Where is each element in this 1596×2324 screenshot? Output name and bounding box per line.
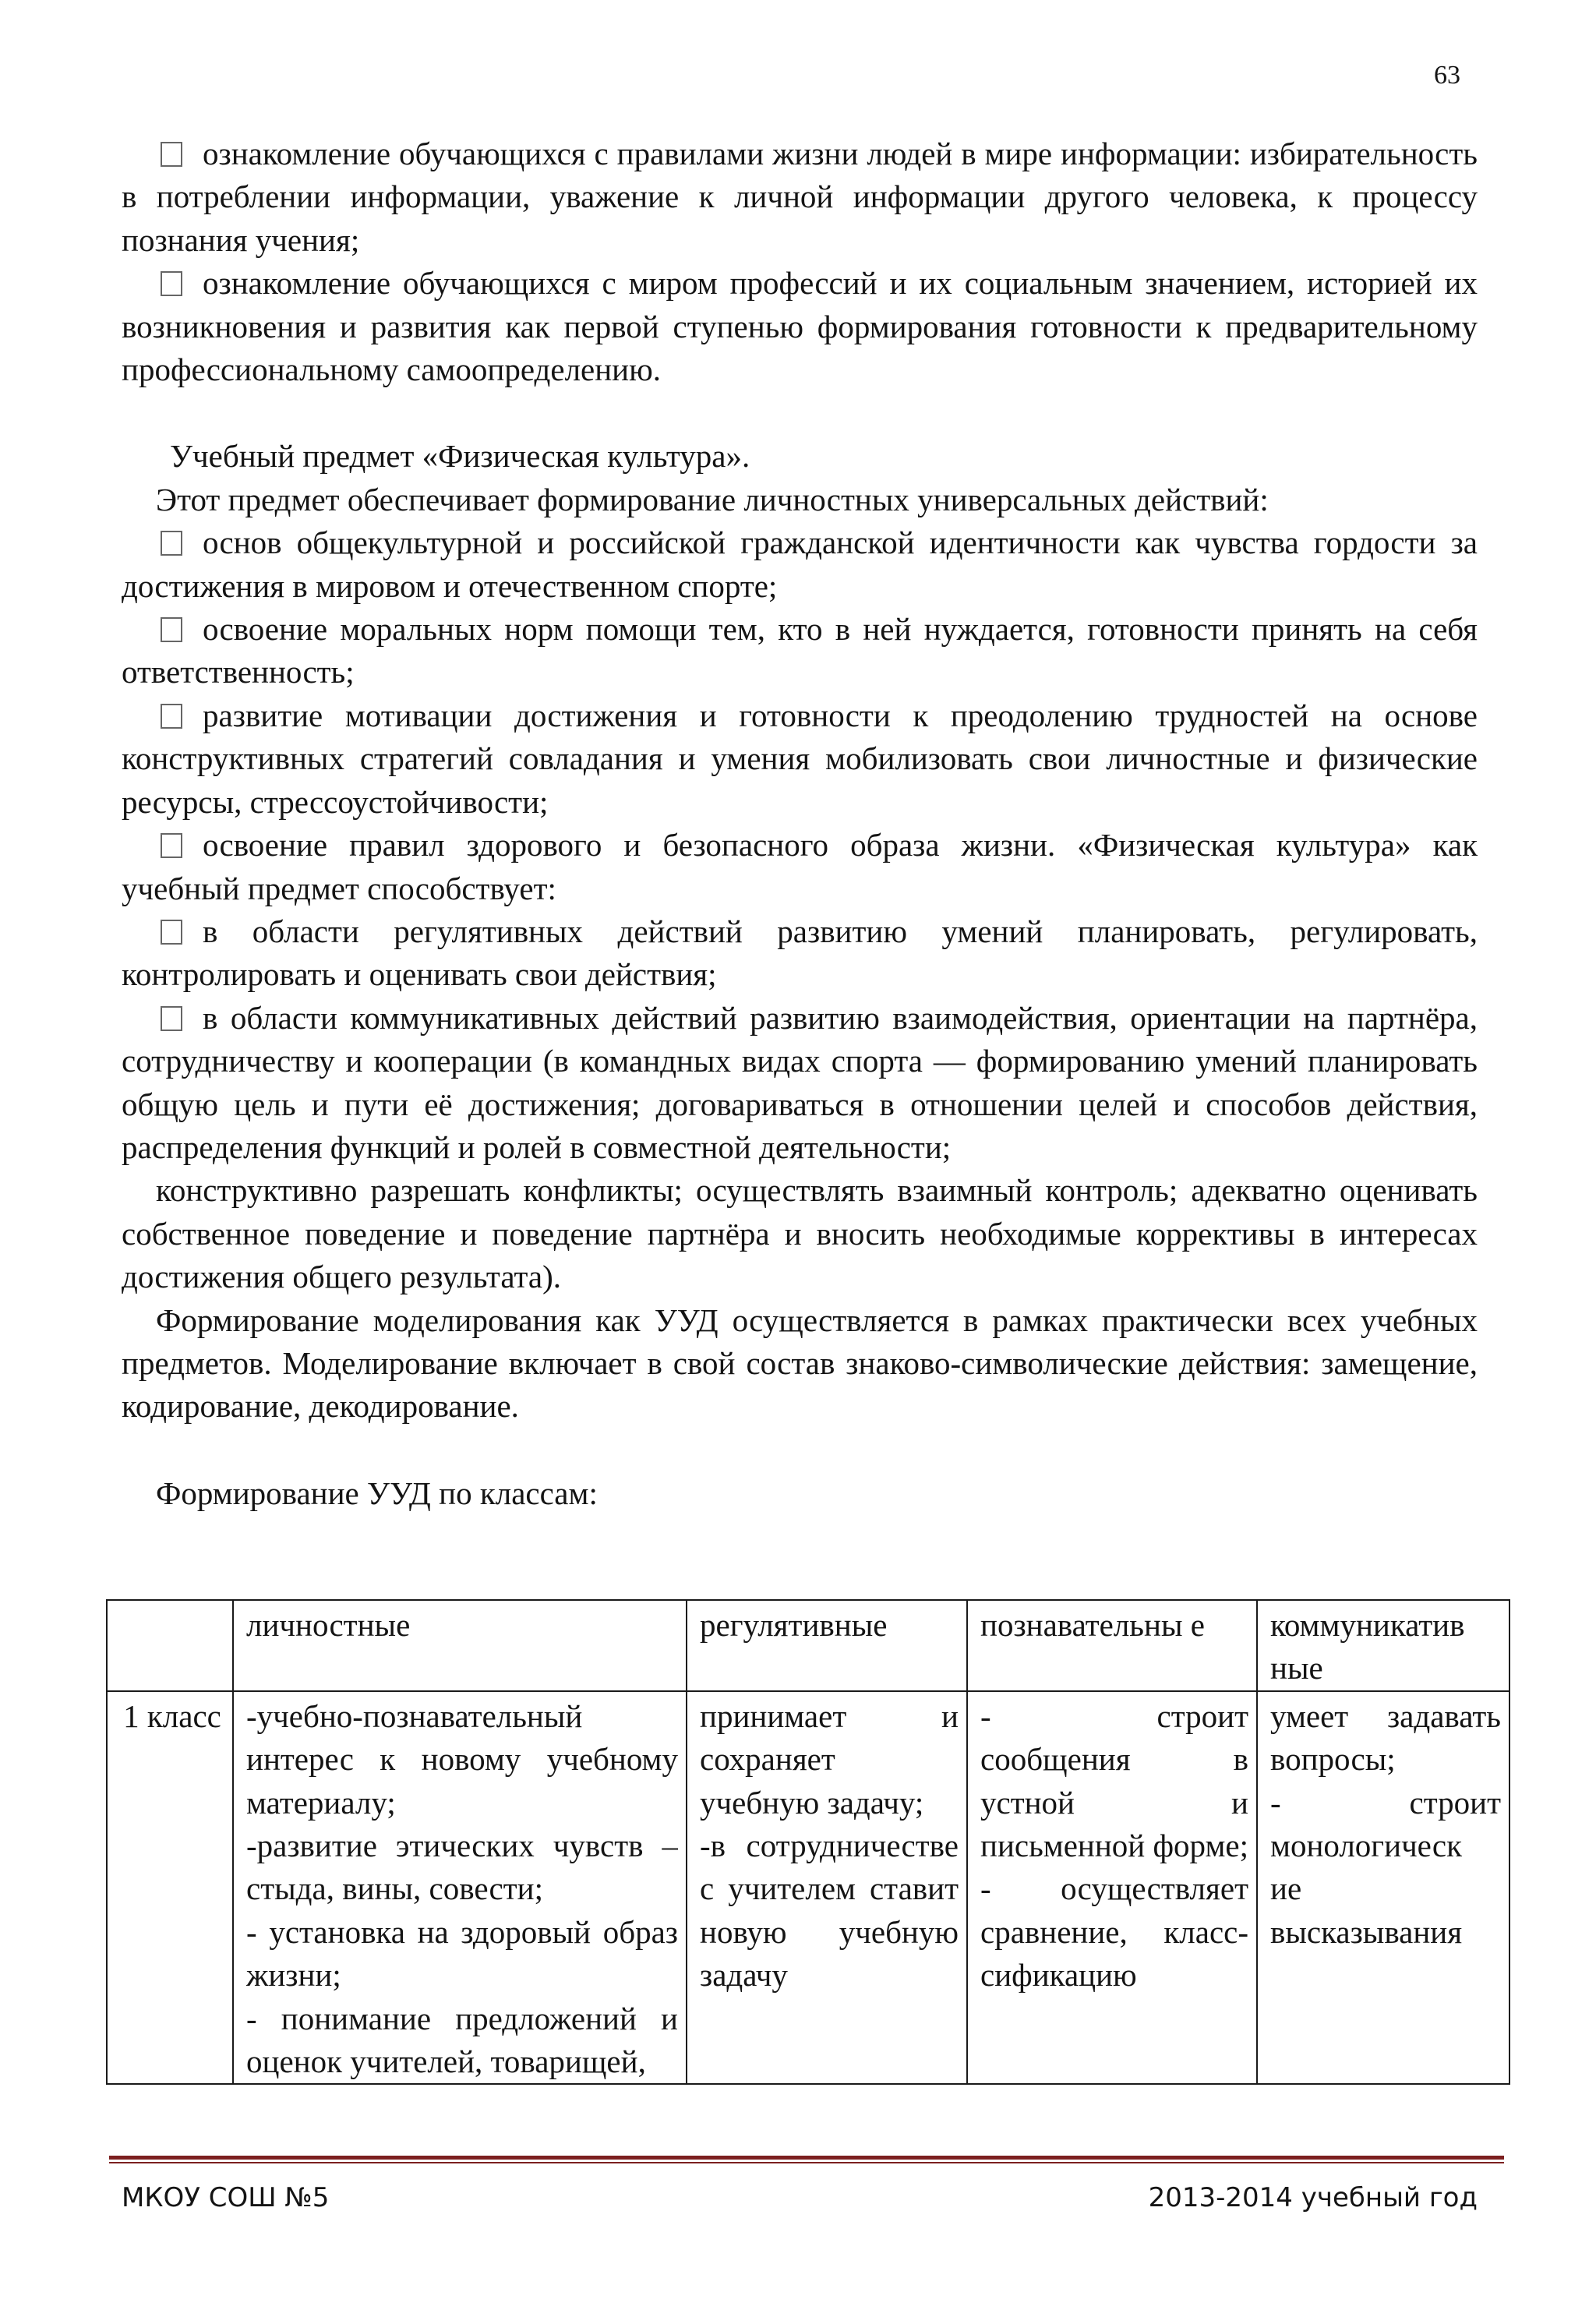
- table-header-row: [107, 1600, 1509, 1691]
- subject-intro: Этот предмет обеспечивает формирование личностных универсальных действий:: [156, 481, 1269, 517]
- cognitive-cell: - строит сообщения в устной и письменной форме; - осуществляет сравнение, класс-сификацию: [967, 1691, 1257, 2085]
- list-item: освоение моральных норм помощи тем, кто в ней нуждается, готовности принять на себя ответственность;: [122, 611, 1478, 690]
- bullet-square-icon: [161, 617, 182, 642]
- paragraph-bullet-2: ознакомление обучающихся с миром профессий и их социальным значением, историей их возникновения и развития как первой ступенью формирования готовности к предварительному профессиональному самоопределению.: [122, 265, 1478, 388]
- list-item: развитие мотивации достижения и готовности к преодолению трудностей на основе конструктивных стратегий совладания и умения мобилизовать свои личностные и физические ресурсы, стрессоустойчивости;: [122, 697, 1478, 820]
- bullet-square-icon: [161, 271, 182, 296]
- list-item: в области коммуникативных действий развитию взаимодействия, ориентации на партнёра, сотрудничеству и кооперации (в командных видах спорта — формированию умений планировать общую цель и пути её достижения; договариваться в отношении целей и способов действия, распределения функций и ролей в совместной деятельности;: [122, 999, 1478, 1165]
- list-item: в области регулятивных действий развитию умений планировать, регулировать, контролировать и оценивать свои действия;: [122, 913, 1478, 993]
- table-caption: Формирование УУД по классам:: [156, 1475, 598, 1511]
- paragraph-bullet-1: ознакомление обучающихся с правилами жизни людей в мире информации: избирательность в потреблении информации, уважение к личной информации другого человека, к процессу познания учения;: [122, 136, 1478, 258]
- bullet-square-icon: [161, 920, 182, 945]
- modeling-paragraph: Формирование моделирования как УУД осуществляется в рамках практически всех учебных предметов. Моделирование включает в свой состав знаково-символические действия: замещение, кодирование, декодирование.: [122, 1302, 1478, 1425]
- footer-school: МКОУ СОШ №5: [122, 2182, 330, 2213]
- header-cell: регулятивные: [687, 1600, 967, 1691]
- bullet-square-icon: [161, 1006, 182, 1031]
- header-cell: личностные: [233, 1600, 687, 1691]
- subject-title: Учебный предмет «Физическая культура».: [170, 438, 750, 475]
- bullet-square-icon: [161, 142, 182, 167]
- main-text: [122, 132, 1478, 1515]
- personal-cell: -учебно-познавательный интерес к новому учебному материалу; -развитие этических чувств – стыда, вины, совести; - установка на здоровый образ жизни; - понимание предложений и оценок учителей, товарищей,: [233, 1691, 687, 2085]
- continuation-paragraph: конструктивно разрешать конфликты; осуществлять взаимный контроль; адекватно оценивать собственное поведение и поведение партнёра и вносить необходимые коррективы в интересах достижения общего результата).: [122, 1172, 1478, 1295]
- uud-table: [106, 1599, 1510, 2085]
- header-cell: [107, 1600, 233, 1691]
- communicative-cell: умеет задавать вопросы; - строит монологическ ие высказывания: [1257, 1691, 1509, 2085]
- bullet-square-icon: [161, 531, 182, 556]
- bullet-square-icon: [161, 833, 182, 858]
- footer-year: 2013-2014 учебный год: [1148, 2182, 1478, 2213]
- page-number: 63: [1434, 61, 1460, 90]
- uud-table-container: [106, 1599, 1509, 2085]
- list-item: основ общекультурной и российской гражданской идентичности как чувства гордости за достижения в мировом и отечественном спорте;: [122, 524, 1478, 604]
- footer-divider-thin: [109, 2162, 1504, 2163]
- bullet-square-icon: [161, 704, 182, 729]
- table-row: [107, 1691, 1509, 2085]
- header-cell: коммуникатив ные: [1257, 1600, 1509, 1691]
- regulative-cell: принимает и сохраняет учебную задачу; -в сотрудничестве с учителем ставит новую учебную задачу: [687, 1691, 967, 2085]
- list-item: освоение правил здорового и безопасного образа жизни. «Физическая культура» как учебный предмет способствует:: [122, 827, 1478, 906]
- footer-divider: [109, 2156, 1504, 2160]
- header-cell: познавательны е: [967, 1600, 1257, 1691]
- class-cell: 1 класс: [107, 1691, 233, 2085]
